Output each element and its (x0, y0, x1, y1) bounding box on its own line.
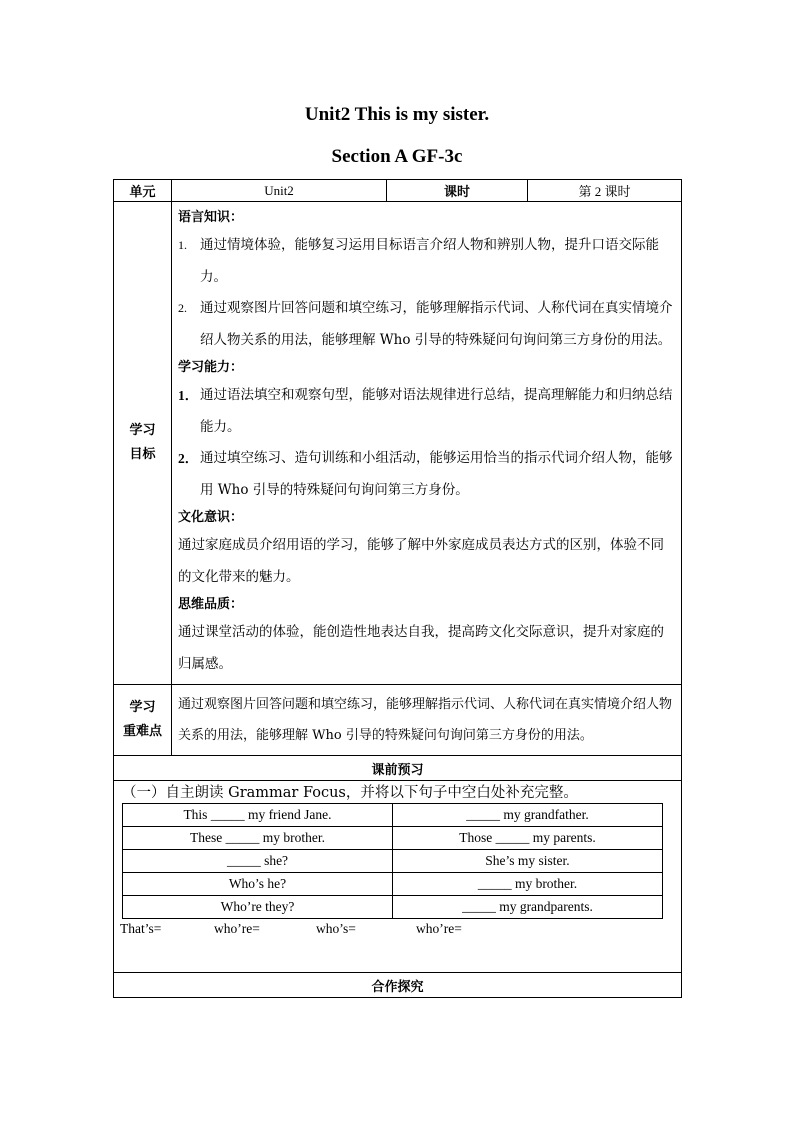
thinking-heading: 思维品质： (178, 597, 244, 612)
document-title: Unit2 This is my sister. (304, 104, 490, 125)
thinking-text: 通过课堂活动的体验，能创造性地表达自我，提高跨文化交际意识，提升对家庭的归属感。 (178, 624, 664, 672)
ability-item-text: 通过语法填空和观察句型，能够对语法规律进行总结，提高理解能力和归纳总结能力。 (200, 387, 673, 435)
language-item-text: 通过情境体验，能够复习运用目标语言介绍人物和辨别人物，提升口语交际能力。 (200, 237, 659, 285)
abbreviation-line (114, 919, 681, 939)
abbreviation-item: who’re= (214, 921, 260, 936)
header-row (114, 180, 682, 202)
difficulty-label (114, 685, 172, 756)
period-value: 第 2 课时 (528, 180, 682, 202)
language-item (178, 293, 675, 356)
table-row (123, 896, 663, 919)
preview-content (114, 781, 682, 973)
culture-heading: 文化意识： (178, 510, 244, 525)
preview-row (114, 781, 682, 973)
fill-cell: _____ my grandparents. (393, 896, 663, 919)
preview-heading-row (114, 756, 682, 781)
ability-item (178, 380, 675, 443)
difficulty-row (114, 685, 682, 756)
cooperation-heading: 合作探究 (114, 973, 682, 998)
table-row (123, 873, 663, 896)
abbreviation-item: That’s= (120, 921, 162, 936)
objectives-label-text: 学习 目标 (129, 423, 156, 462)
fill-cell: These _____ my brother. (123, 827, 393, 850)
document-subtitle: Section A GF-3c (331, 146, 463, 167)
language-item-num: 2. (178, 301, 187, 315)
abbreviation-item: who’re= (416, 921, 462, 936)
unit-value: Unit2 (172, 180, 387, 202)
language-item-text: 通过观察图片回答问题和填空练习，能够理解指示代词、人称代词在真实情境介绍人物关系的用法，能够理解 Who 引导的特殊疑问句询问第三方身份的用法。 (200, 300, 673, 348)
ability-heading: 学习能力： (178, 360, 244, 375)
objectives-content (172, 202, 682, 685)
fill-cell: _____ my grandfather. (393, 804, 663, 827)
fill-cell: Who’s he? (123, 873, 393, 896)
abbreviation-item: who’s= (316, 921, 356, 936)
ability-item-num: 1． (178, 388, 199, 403)
preview-heading: 课前预习 (114, 756, 682, 781)
ability-item-num: 2． (178, 451, 199, 466)
period-label: 课时 (387, 180, 528, 202)
fill-cell: This _____ my friend Jane. (123, 804, 393, 827)
preview-instruction: （一）自主朗读 Grammar Focus，并将以下句子中空白处补充完整。 (122, 785, 578, 801)
culture-text: 通过家庭成员介绍用语的学习，能够了解中外家庭成员表达方式的区别，体验不同的文化带来的魅力。 (178, 537, 664, 585)
fill-cell: _____ she? (123, 850, 393, 873)
difficulty-text: 通过观察图片回答问题和填空练习，能够理解指示代词、人称代词在真实情境介绍人物关系的用法，能够理解 Who 引导的特殊疑问句询问第三方身份的用法。 (172, 685, 682, 756)
ability-item-text: 通过填空练习、造句训练和小组活动，能够运用恰当的指示代词介绍人物，能够用 Who 引导的特殊疑问句询问第三方身份。 (200, 450, 673, 498)
difficulty-label-text: 学习 重难点 (122, 700, 162, 739)
table-row (123, 804, 663, 827)
unit-label: 单元 (114, 180, 172, 202)
table-row (123, 827, 663, 850)
fill-cell: Who’re they? (123, 896, 393, 919)
lesson-plan-table (113, 179, 682, 998)
table-row (123, 850, 663, 873)
fill-cell: She’s my sister. (393, 850, 663, 873)
fill-cell: Those _____ my parents. (393, 827, 663, 850)
language-heading: 语言知识： (178, 210, 244, 225)
language-item-num: 1. (178, 238, 187, 252)
ability-item (178, 443, 675, 506)
objectives-label (114, 202, 172, 685)
language-item (178, 230, 675, 293)
grammar-fill-table (122, 803, 663, 919)
objectives-row (114, 202, 682, 685)
cooperation-row (114, 973, 682, 998)
fill-cell: _____ my brother. (393, 873, 663, 896)
